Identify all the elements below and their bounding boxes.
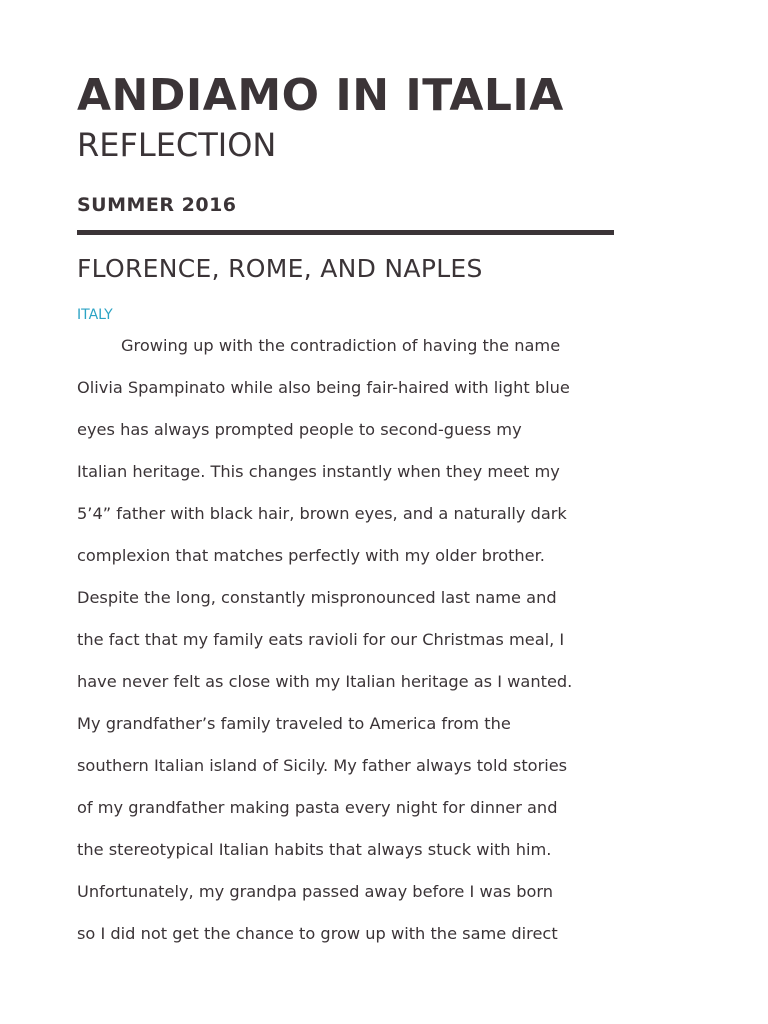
body-line: southern Italian island of Sicily. My father always told stories <box>77 756 568 775</box>
section-heading: FLORENCE, ROME, AND NAPLES <box>77 254 483 283</box>
body-line: the stereotypical Italian habits that always stuck with him. <box>77 840 552 859</box>
body-line: the fact that my family eats ravioli for our Christmas meal, I <box>77 630 565 649</box>
document-subtitle: REFLECTION <box>77 126 277 164</box>
body-line: Growing up with the contradiction of having the name <box>121 336 561 355</box>
body-line: My grandfather’s family traveled to America from the <box>77 714 511 733</box>
body-line: 5’4” father with black hair, brown eyes, and a naturally dark <box>77 504 567 523</box>
body-paragraph <box>77 332 637 962</box>
body-line: so I did not get the chance to grow up with the same direct <box>77 924 558 943</box>
document-title: ANDIAMO IN ITALIA <box>77 70 564 121</box>
body-line: Unfortunately, my grandpa passed away before I was born <box>77 882 553 901</box>
body-line: complexion that matches perfectly with my older brother. <box>77 546 545 565</box>
body-line: have never felt as close with my Italian heritage as I wanted. <box>77 672 573 691</box>
body-line: eyes has always prompted people to second-guess my <box>77 420 522 439</box>
body-line: Despite the long, constantly mispronounced last name and <box>77 588 557 607</box>
location-label: ITALY <box>77 307 113 323</box>
body-line: of my grandfather making pasta every night for dinner and <box>77 798 558 817</box>
body-line: Olivia Spampinato while also being fair-haired with light blue <box>77 378 570 397</box>
body-line: Italian heritage. This changes instantly when they meet my <box>77 462 560 481</box>
header-divider <box>77 230 614 235</box>
term-label: SUMMER 2016 <box>77 194 237 216</box>
